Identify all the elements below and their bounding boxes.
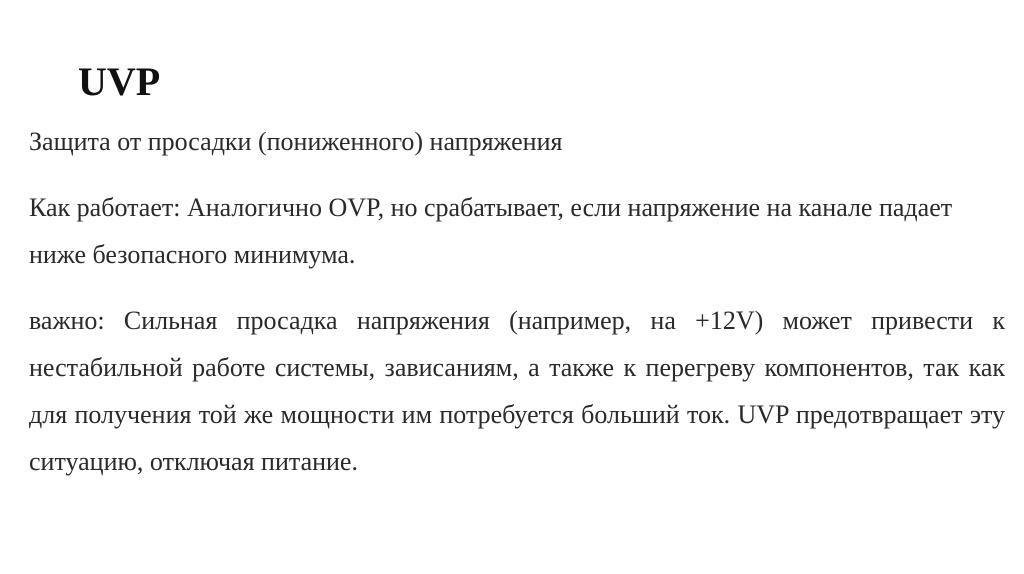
- paragraph-important: важно: Сильная просадка напряжения (например, на +12V) может привести к нестабильной работе системы, зависаниям, а также к перегреву компонентов, так как для получения той же мощности им потребуется больший ток. UVP предотвращает эту ситуацию, отключая питание.: [29, 306, 1005, 476]
- paragraph-definition: Защита от просадки (пониженного) напряжения: [29, 127, 563, 156]
- paragraph-how-it-works: Как работает: Аналогично OVP, но срабатывает, если напряжение на канале падает ниже безопасного минимума.: [29, 193, 953, 269]
- slide-title: UVP: [78, 59, 161, 104]
